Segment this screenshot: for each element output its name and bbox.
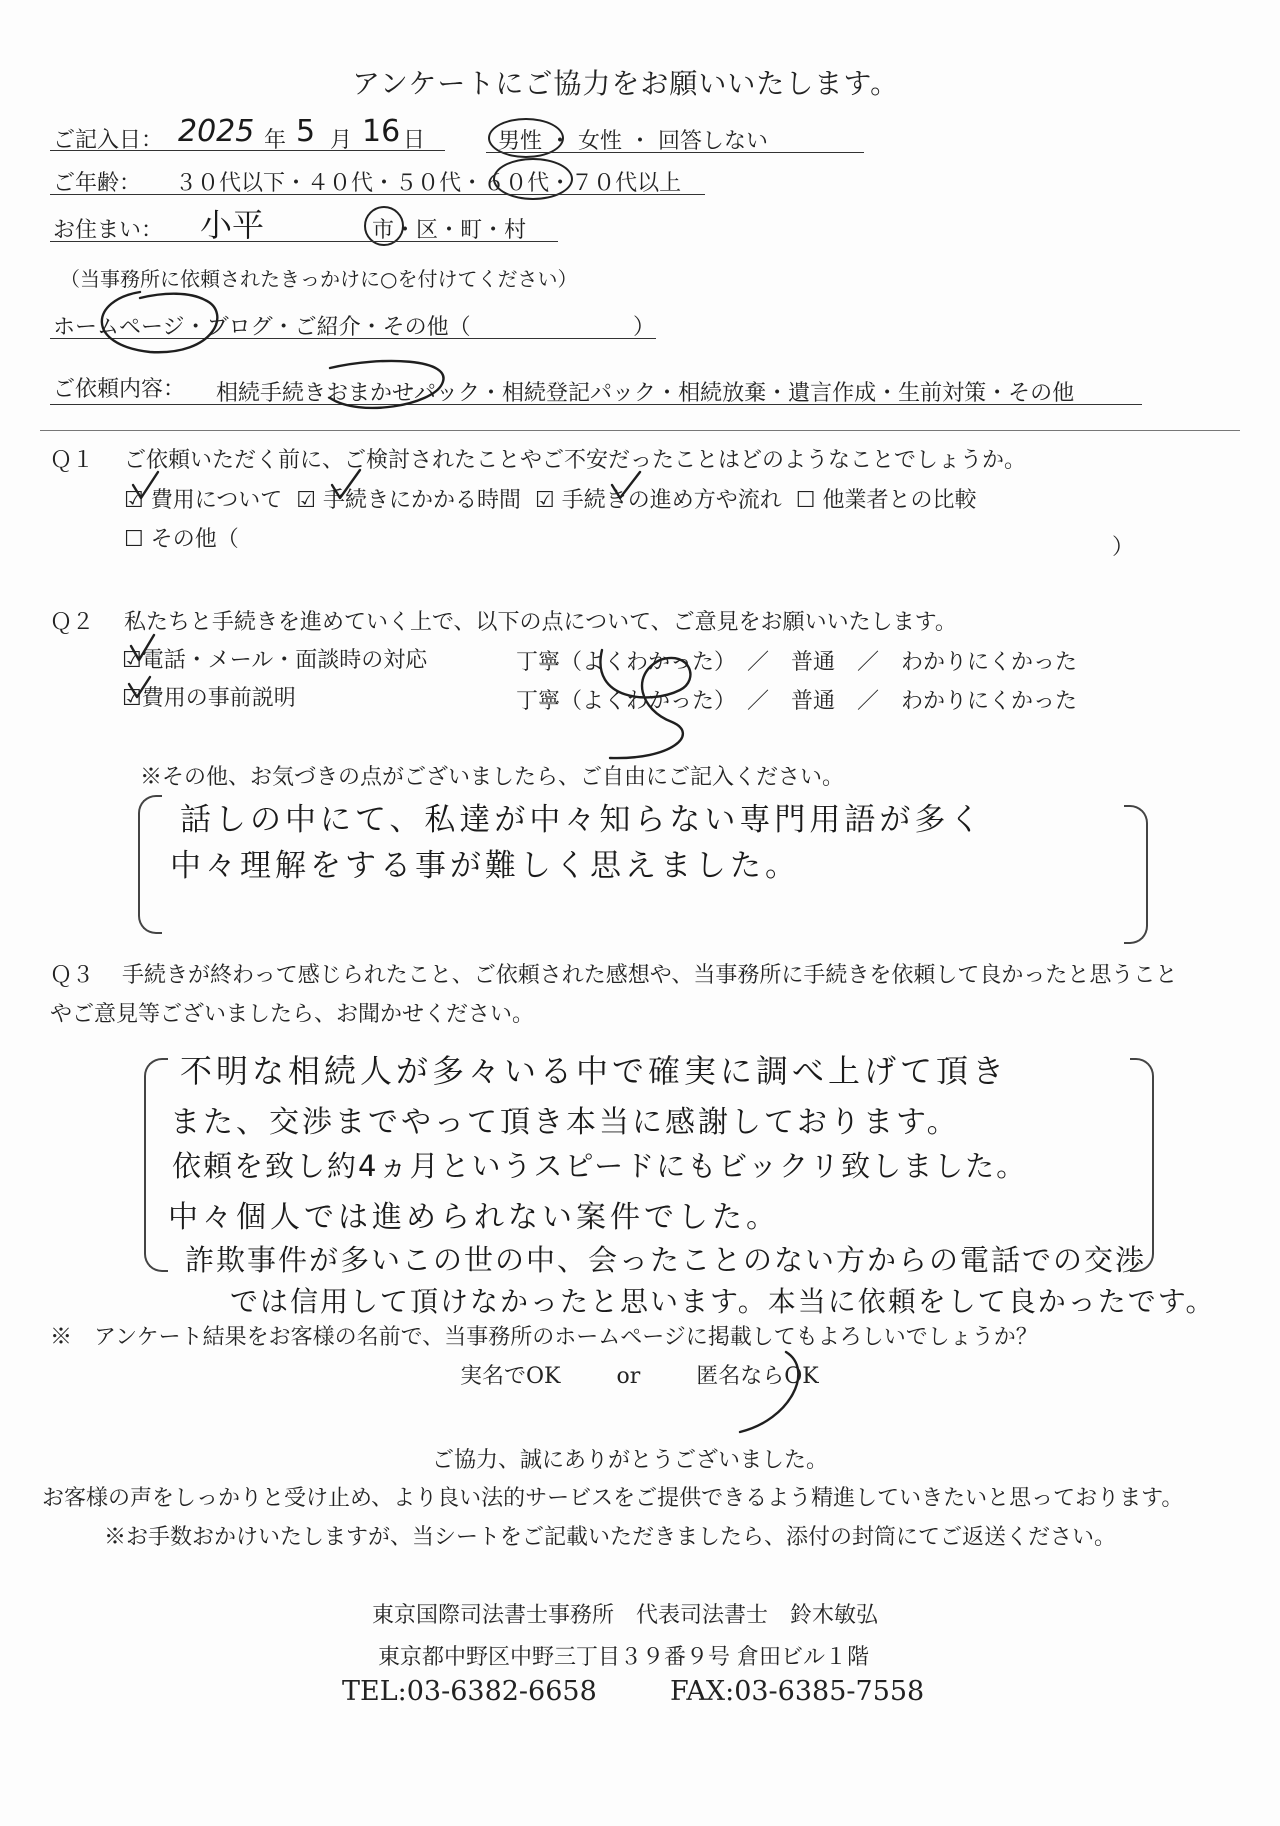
publish-question: ※ アンケート結果をお客様の名前で、当事務所のホームページに掲載してもよろしいでしょうか？ — [50, 1325, 1038, 1350]
office-tel: TEL:03-6382-6658 — [342, 1676, 597, 1707]
gender-female: 女性 — [578, 129, 623, 154]
trigger-options: ホームページ・ブログ・ご紹介・その他（ — [53, 315, 471, 340]
date-month: 5 — [296, 114, 316, 149]
request-estate-planning: 生前対策 — [898, 381, 987, 406]
thanks-line-2: お客様の声をしっかりと受け止め、より良い法的サービスをご提供できるよう精進していきたいと思っております。 — [42, 1486, 1184, 1511]
request-other: その他 — [1008, 381, 1075, 406]
q1-tick-process — [612, 472, 640, 498]
q2-other-prompt: ※その他、お気づきの点がございましたら、ご自由にご記入ください。 — [140, 765, 845, 790]
q1-option-cost: 費用について — [150, 488, 283, 513]
date-month-unit: 月 — [330, 128, 353, 153]
residence-city: 小平 — [200, 206, 265, 244]
q1-tick-time — [332, 470, 360, 498]
q3-question-line-1: 手続きが終わって感じられたこと、ご依頼された感想や、当事務所に手続きを依頼して良かったと思うこと — [122, 963, 1178, 988]
publish-anonymous: 匿名ならOK — [696, 1364, 819, 1389]
q2-item-1-scale: 丁寧（よくわかった） ／ 普通 ／ わかりにくかった — [516, 650, 1078, 675]
q2-item-1-check: ☑ — [122, 648, 142, 673]
date-year: 2025 — [178, 114, 255, 149]
residence-option-shi: 市 — [372, 218, 395, 243]
q1-option-process: 手続きの進め方や流れ — [561, 488, 782, 513]
residence-option-mura: 村 — [504, 218, 527, 243]
trigger-note: （当事務所に依頼されたきっかけに○を付けてください） — [60, 267, 578, 291]
request-registration: 相続登記パック — [502, 381, 657, 406]
q3-comment-line-6: では信用して頂けなかったと思います。本当に依頼をして良かったです。 — [230, 1285, 1216, 1318]
trigger-homepage-circle-mark — [102, 292, 217, 352]
q3-number: Ｑ３ — [50, 963, 95, 988]
q1-check-time: ☑ — [296, 488, 317, 513]
age-options: ３０代以下・４０代・５０代・６０代・７０代以上 — [175, 171, 682, 196]
q2-tick-2 — [129, 677, 150, 697]
q1-check-compare: ☐ — [795, 488, 816, 513]
q2-item-1-label: 電話・メール・面談時の対応 — [141, 648, 428, 673]
publish-real-name: 実名でOK — [460, 1364, 561, 1389]
publish-anonymous-circle-mark — [740, 1352, 798, 1432]
q1-option-time: 手続きにかかる時間 — [323, 488, 522, 513]
age-option-60: ６０代 — [483, 171, 550, 196]
q2-item-2-scale: 丁寧（よくわかった） ／ 普通 ／ わかりにくかった — [516, 689, 1078, 714]
q1-check-cost: ☑ — [124, 488, 144, 513]
date-day: 16 — [362, 114, 401, 149]
q3-comment-line-4: 中々個人では進められない案件でした。 — [168, 1200, 780, 1235]
q1-number: Ｑ１ — [50, 448, 95, 473]
q2-number: Ｑ２ — [50, 610, 95, 635]
age-option-40: ４０代 — [307, 171, 374, 196]
request-pack-circle-mark — [330, 361, 443, 408]
q2-tick-1 — [131, 635, 154, 660]
trigger-blog: ブログ — [206, 315, 273, 340]
q3-comment-line-1: 不明な相続人が多々いる中で確実に調べ上げて頂き — [180, 1052, 1009, 1090]
age-label: ご年齢： — [53, 171, 142, 196]
publish-or: or — [616, 1364, 641, 1389]
request-pack: 相続手続きおまかせパック — [216, 381, 481, 406]
q2-question: 私たちと手続きを進めていく上で、以下の点について、ご意見をお願いいたします。 — [124, 610, 957, 635]
gender-male: 男性 — [498, 129, 543, 154]
office-name: 東京国際司法書士事務所 代表司法書士 鈴木敏弘 — [372, 1603, 879, 1628]
office-fax: FAX:03-6385-7558 — [670, 1676, 925, 1707]
q3-comment-line-3: 依頼を致し約4ヵ月というスピードにもビックリ致しました。 — [172, 1149, 1028, 1183]
residence-option-ku: 区 — [416, 218, 439, 243]
trigger-other: その他（ — [382, 315, 471, 340]
date-day-unit: 日 — [403, 128, 426, 153]
gender-no-answer: 回答しない — [658, 129, 769, 154]
q1-check-other: ☐ — [124, 527, 144, 552]
request-options: 相続手続きおまかせパック・相続登記パック・相続放棄・遺言作成・生前対策・その他 — [216, 381, 1075, 406]
q1-question: ご依頼いただく前に、ご検討されたことやご不安だったことはどのようなことでしょうか。 — [124, 448, 1027, 473]
q1-option-compare: 他業者との比較 — [822, 488, 977, 513]
q2-item-2-check: ☑ — [122, 686, 142, 711]
q1-check-process: ☑ — [535, 488, 555, 513]
q2-yoku-circle-mark — [600, 650, 690, 758]
q1-paren-close: ） — [1112, 535, 1135, 560]
date-label: ご記入日： — [53, 128, 164, 153]
trigger-homepage: ホームページ — [53, 315, 185, 340]
trigger-referral: ご紹介 — [294, 315, 361, 340]
q1-option-other: その他（ — [150, 527, 239, 552]
q2-item-2-label: 費用の事前説明 — [141, 686, 296, 711]
residence-option-machi: 町 — [460, 218, 483, 243]
q2-comment-line-1: 話しの中にて、私達が中々知らない専門用語が多く — [180, 802, 985, 838]
trigger-paren-close: ） — [633, 315, 656, 340]
residence-options: 市・区・町・村 — [372, 218, 527, 243]
thanks-line-1: ご協力、誠にありがとうございました。 — [432, 1448, 829, 1473]
q3-comment-line-2: また、交渉までやって頂き本当に感謝しております。 — [170, 1105, 960, 1140]
age-option-70: ７０代以上 — [571, 171, 682, 196]
residence-label: お住まい： — [53, 218, 164, 243]
thanks-line-3: ※お手数おかけいたしますが、当シートをご記載いただきましたら、添付の封筒にてご返送ください。 — [104, 1525, 1117, 1550]
request-will: 遺言作成 — [788, 381, 877, 406]
gender-options: 男性 ・ 女性 ・ 回答しない — [498, 129, 769, 154]
request-renunciation: 相続放棄 — [678, 381, 767, 406]
office-address: 東京都中野区中野三丁目３９番９号 倉田ビル１階 — [378, 1645, 869, 1670]
q2-comment-line-2: 中々理解をする事が難しく思えました。 — [170, 848, 800, 884]
request-label: ご依頼内容： — [53, 377, 186, 402]
survey-title: アンケートにご協力をお願いいたします。 — [352, 67, 900, 100]
q3-comment-line-5: 詐欺事件が多いこの世の中、会ったことのない方からの電話での交渉 — [185, 1243, 1147, 1277]
q1-tick-cost — [133, 472, 158, 498]
q3-question-line-2: やご意見等ございましたら、お聞かせください。 — [50, 1002, 535, 1027]
age-option-30: ３０代以下 — [175, 171, 286, 196]
date-year-unit: 年 — [264, 128, 287, 153]
age-option-50: ５０代 — [395, 171, 462, 196]
